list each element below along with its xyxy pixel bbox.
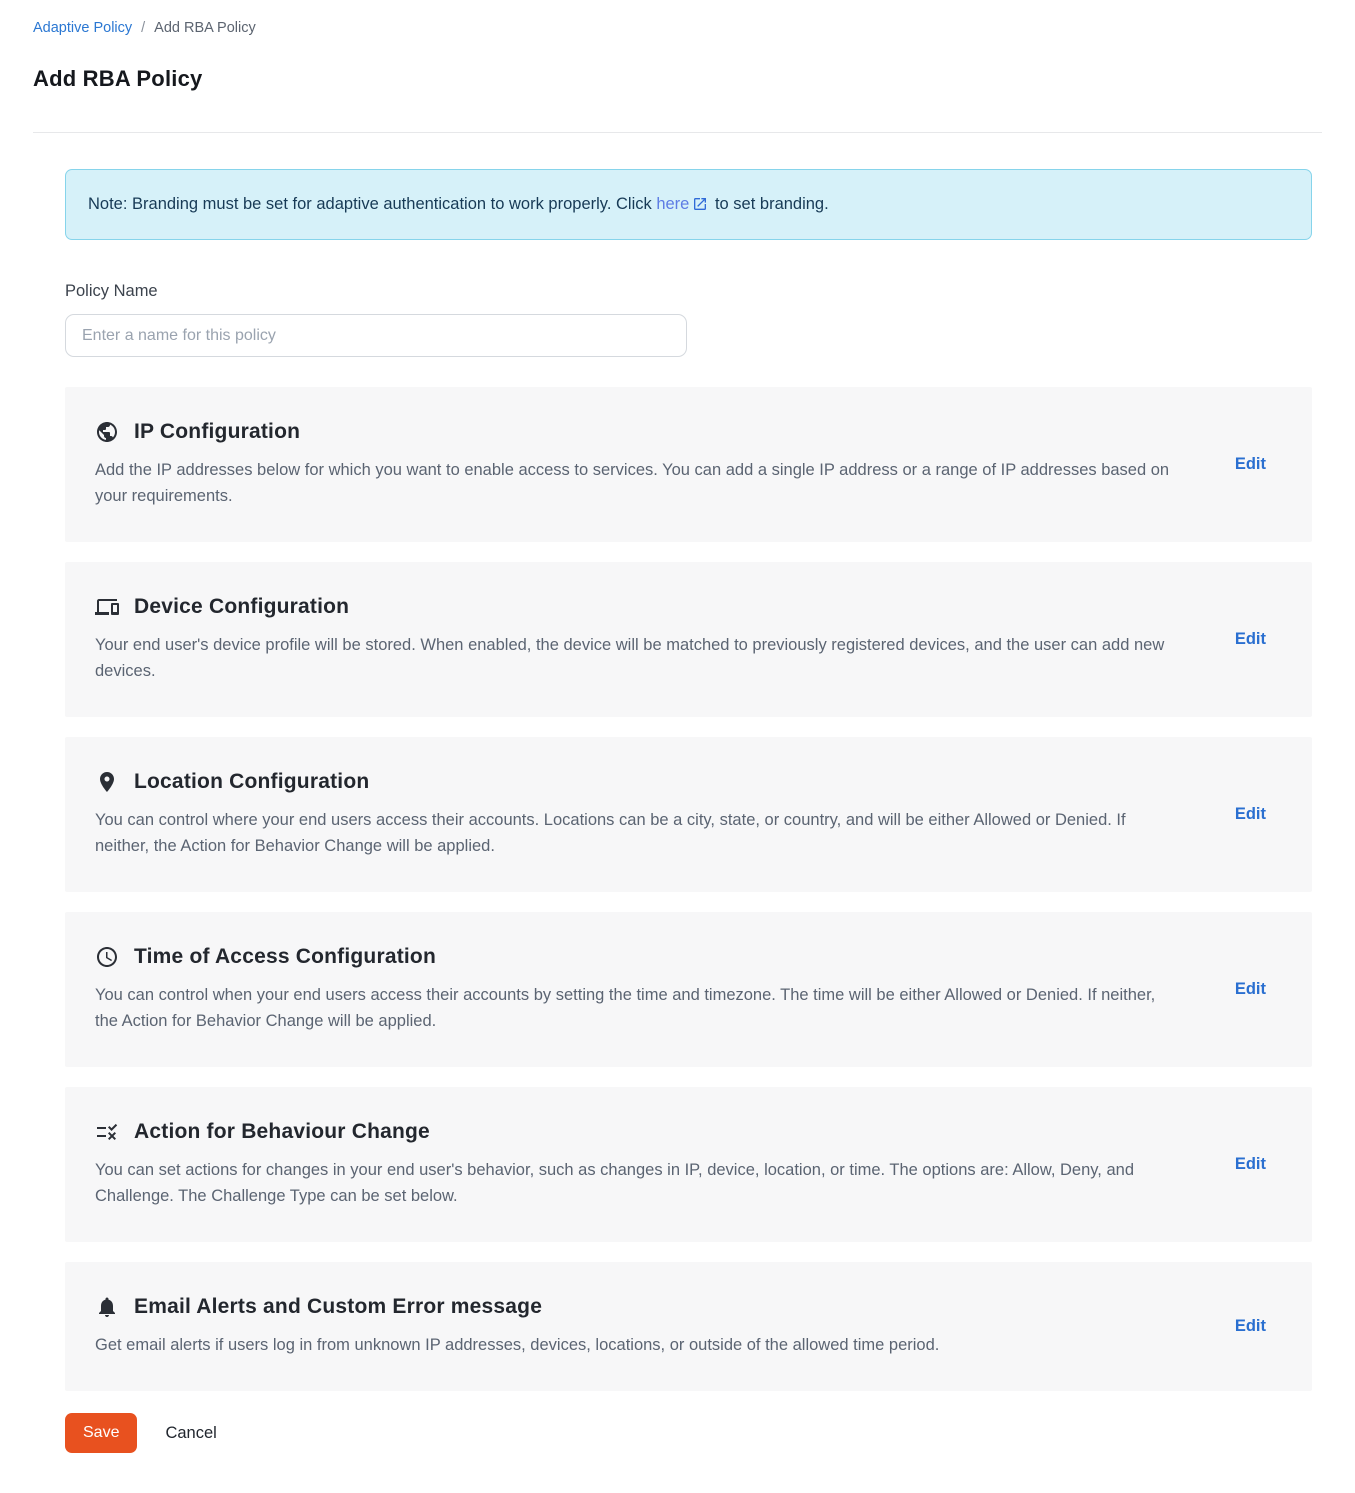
section-email-alerts	[65, 1262, 1312, 1391]
section-location-configuration	[65, 737, 1312, 892]
section-title: Time of Access Configuration	[134, 945, 436, 968]
devices-icon	[95, 595, 119, 619]
section-ip-configuration-body	[95, 420, 1235, 509]
email-alerts-edit-button[interactable]: Edit	[1234, 1317, 1266, 1335]
breadcrumb-adaptive-policy-link[interactable]: Adaptive Policy	[33, 20, 133, 36]
cancel-button[interactable]: Cancel	[165, 1423, 217, 1442]
section-title: Location Configuration	[134, 770, 370, 793]
note-text-suffix: to set branding.	[714, 195, 829, 213]
page-title: Add RBA Policy	[33, 66, 203, 91]
main-content	[65, 169, 1312, 1453]
section-title: Email Alerts and Custom Error message	[134, 1295, 543, 1318]
location-pin-icon	[95, 770, 119, 794]
branding-here-link[interactable]: here	[656, 195, 690, 213]
section-title: IP Configuration	[134, 420, 301, 443]
section-title: Device Configuration	[134, 595, 350, 618]
section-action-behaviour-body	[95, 1120, 1235, 1209]
policy-name-label: Policy Name	[65, 282, 158, 300]
external-link-icon	[692, 196, 708, 212]
globe-icon	[95, 420, 119, 444]
footer-actions	[65, 1413, 1312, 1453]
branding-note-banner	[65, 169, 1312, 240]
breadcrumb-separator: /	[141, 20, 146, 36]
ip-configuration-edit-button[interactable]: Edit	[1234, 455, 1266, 473]
section-device-configuration	[65, 562, 1312, 717]
header-divider	[33, 132, 1322, 133]
section-location-configuration-body	[95, 770, 1235, 859]
save-button[interactable]: Save	[65, 1413, 137, 1453]
section-description: Add the IP addresses below for which you want to enable access to services. You can add a single IP address or a range of IP addresses based on your requirements.	[95, 461, 1170, 505]
section-description: You can control when your end users access their accounts by setting the time and timezone. The time will be either Allowed or Denied. If neither, the Action for Behavior Change will be applied.	[95, 986, 1156, 1030]
section-email-alerts-body	[95, 1295, 1235, 1358]
policy-name-input[interactable]	[65, 314, 687, 357]
device-configuration-edit-button[interactable]: Edit	[1234, 630, 1266, 648]
section-title: Action for Behaviour Change	[134, 1120, 430, 1143]
bell-icon	[95, 1295, 119, 1319]
section-description: Get email alerts if users log in from unknown IP addresses, devices, locations, or outside of the allowed time period.	[95, 1336, 940, 1354]
rule-icon	[95, 1120, 119, 1144]
time-of-access-edit-button[interactable]: Edit	[1234, 980, 1266, 998]
section-description: You can control where your end users access their accounts. Locations can be a city, state, or country, and will be either Allowed or Denied. If neither, the Action for Behavior Change will be applied.	[95, 811, 1126, 855]
action-behaviour-change-edit-button[interactable]: Edit	[1234, 1155, 1266, 1173]
note-text-prefix: Note: Branding must be set for adaptive authentication to work properly. Click	[88, 195, 652, 213]
breadcrumb	[33, 20, 1322, 36]
section-ip-configuration	[65, 387, 1312, 542]
section-action-for-behaviour-change	[65, 1087, 1312, 1242]
section-description: Your end user's device profile will be stored. When enabled, the device will be matched to previously registered devices, and the user can add new devices.	[95, 636, 1165, 680]
section-device-configuration-body	[95, 595, 1235, 684]
section-time-of-access-configuration	[65, 912, 1312, 1067]
breadcrumb-current: Add RBA Policy	[154, 20, 256, 36]
section-description: You can set actions for changes in your end user's behavior, such as changes in IP, device, location, or time. The options are: Allow, Deny, and Challenge. The Challenge Type can be set below.	[95, 1161, 1135, 1205]
section-time-of-access-body	[95, 945, 1235, 1034]
clock-icon	[95, 945, 119, 969]
location-configuration-edit-button[interactable]: Edit	[1234, 805, 1266, 823]
